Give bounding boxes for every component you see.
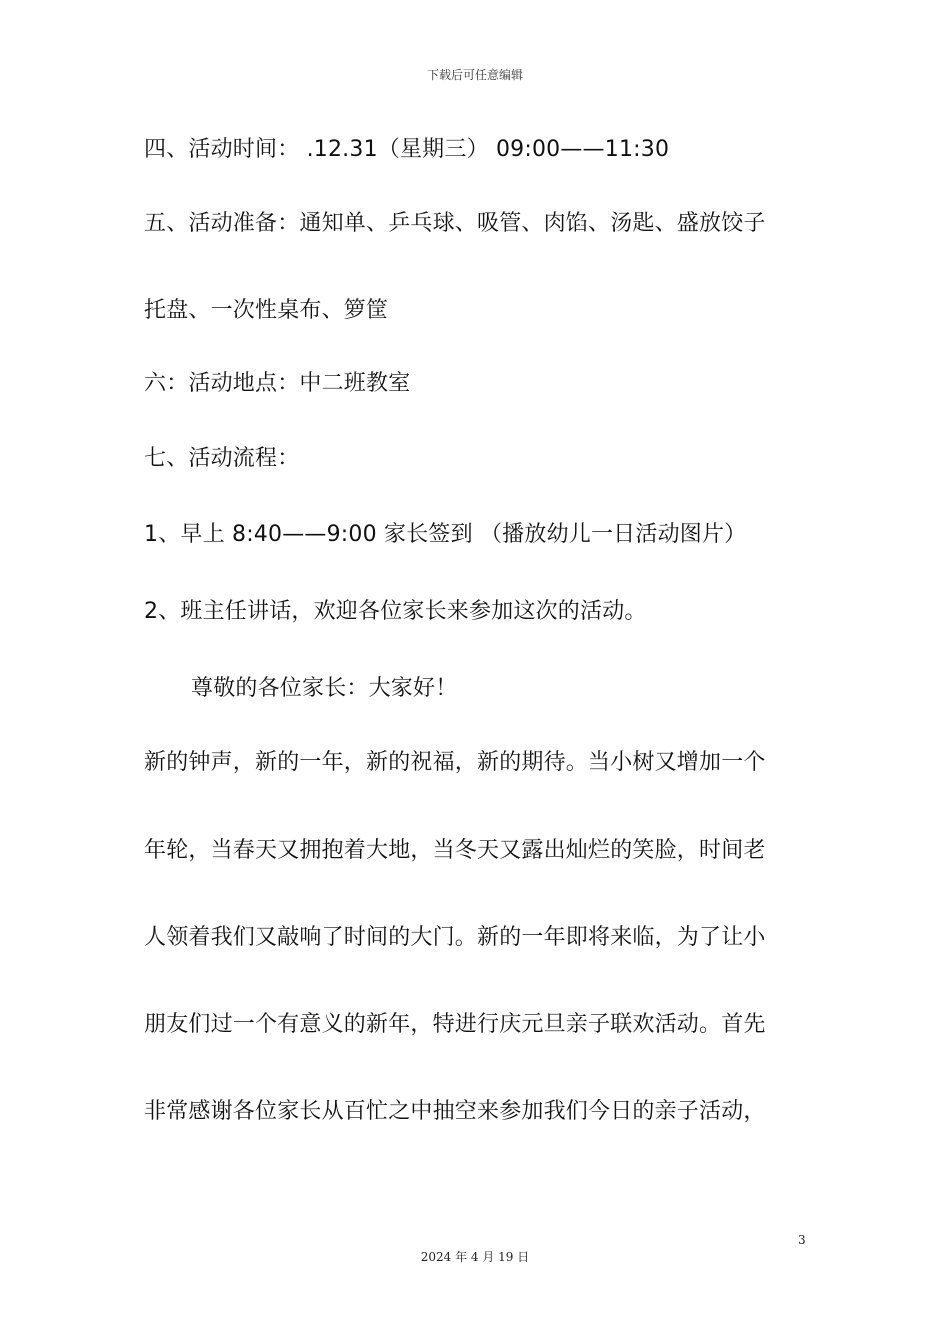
text-line-paragraph-1: 新的钟声，新的一年，新的祝福，新的期待。当小树又增加一个 (144, 750, 766, 775)
text-line-paragraph-3: 人领着我们又敲响了时间的大门。新的一年即将来临，为了让小 (144, 925, 766, 950)
text-line-paragraph-2: 年轮，当春天又拥抱着大地，当冬天又露出灿烂的笑脸，时间老 (144, 838, 766, 863)
text-line-step-2: 2、班主任讲话，欢迎各位家长来参加这次的活动。 (144, 599, 647, 624)
text-line-paragraph-5: 非常感谢各位家长从百忙之中抽空来参加我们今日的亲子活动， (144, 1099, 766, 1124)
text-line-step-1: 1、早上 8:40——9:00 家长签到 （播放幼儿一日活动图片） (144, 522, 747, 547)
text-line-activity-prep-cont: 托盘、一次性桌布、箩筐 (144, 298, 389, 323)
text-line-activity-location: 六：活动地点：中二班教室 (144, 371, 411, 396)
text-line-activity-process: 七、活动流程： (144, 446, 300, 471)
page-header: 下载后可任意编辑 (426, 68, 523, 82)
page-number: 3 (798, 1233, 806, 1247)
text-line-paragraph-4: 朋友们过一个有意义的新年，特进行庆元旦亲子联欢活动。首先 (144, 1012, 766, 1037)
text-line-activity-time: 四、活动时间： .12.31（星期三） 09:00——11:30 (144, 137, 670, 162)
text-line-activity-prep: 五、活动准备：通知单、乒乓球、吸管、肉馅、汤匙、盛放饺子 (144, 211, 766, 236)
text-line-greeting: 尊敬的各位家长：大家好！ (191, 676, 458, 701)
footer-date: 2024 年 4 月 19 日 (420, 1250, 530, 1264)
